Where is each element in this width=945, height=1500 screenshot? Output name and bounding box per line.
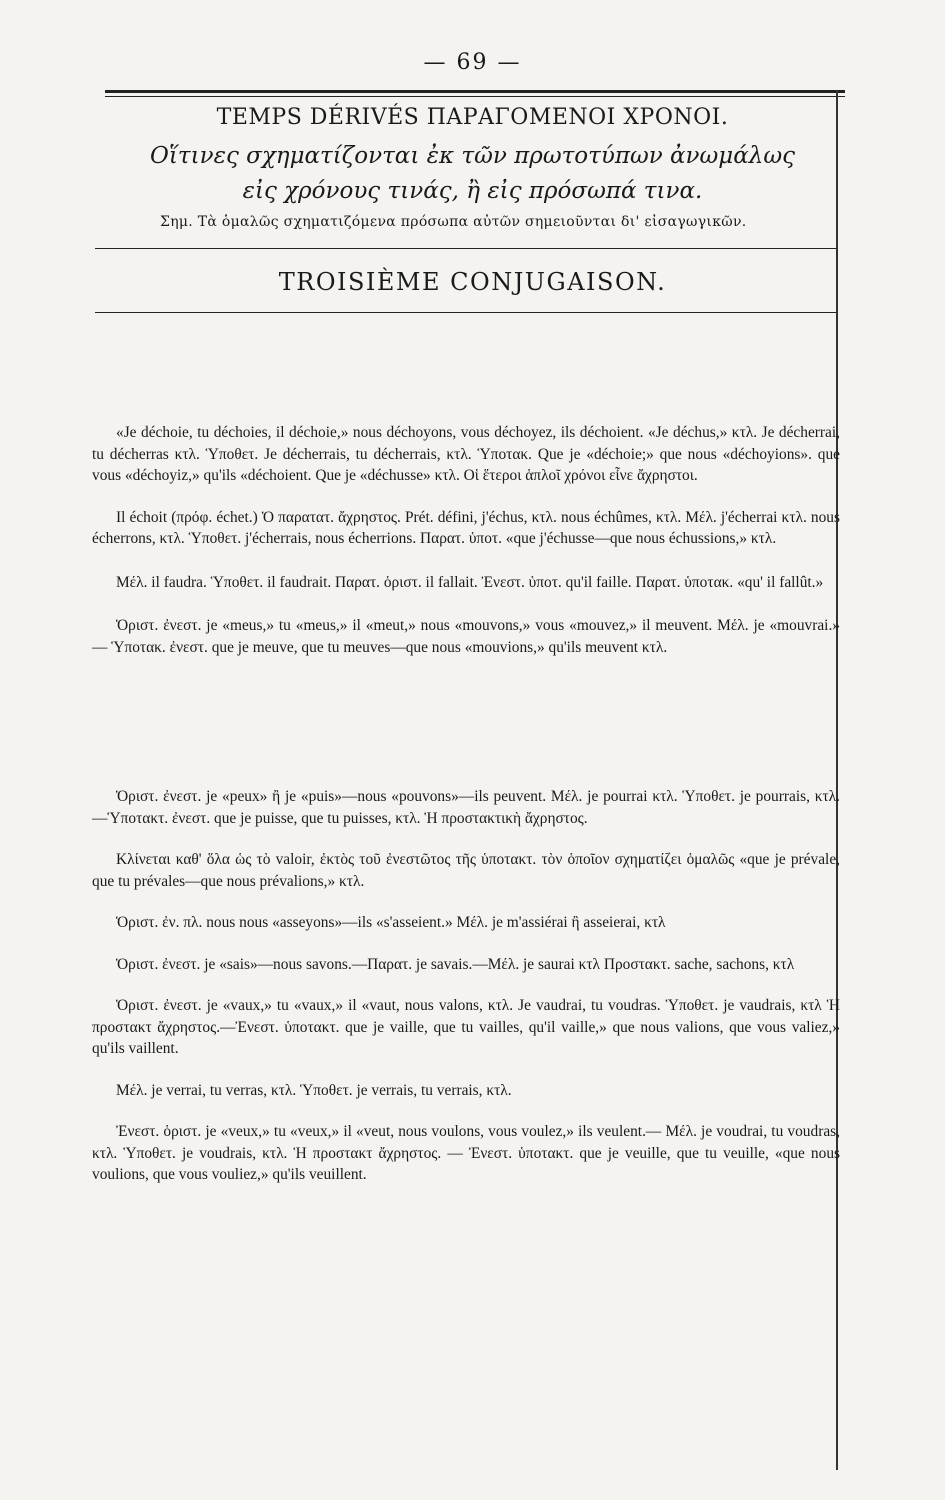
section-title: TROISIÈME CONJUGAISON.	[278, 268, 667, 296]
paragraph: Μέλ. je verrai, tu verras, κτλ. Ὑποθετ. je verrais, tu verrais, κτλ.	[116, 1081, 512, 1099]
paragraph: Ὁριστ. ἐνεστ. je «vaux,» tu «vaux,» il «vaut, nous valons, κτλ. Je vaudrai, tu voudras. Ὑποθετ. je vaudrais, κτλ Ἡ προστακτ ἄχρηστος.—Ἐνεστ. ὑποτακτ. que je vaille, que tu vailles, qu'il vaille,» que nous valions, que vous valiez,» qu'ils vaillent.	[92, 997, 840, 1057]
page-title: TEMPS DÉRIVÉS ΠΑΡΑΓΟΜΕΝΟΙ ΧΡΟΝΟΙ.	[216, 105, 729, 130]
paragraph: Ὁριστ. ἐνεστ. je «sais»—nous savons.—Παρατ. je savais.—Μέλ. je saurai κτλ Προστακτ. sache, sachons, κτλ	[116, 955, 795, 973]
paragraph: Ὁριστ. ἐνεστ. je «peux» ἢ je «puis»—nous «pouvons»—ils peuvent. Μέλ. je pourrai κτλ. Ὑποθετ. je pourrais, κτλ.—Ὑποτακτ. ἐνεστ. que je puisse, que tu puisses, κτλ. Ἡ προστακτικὴ ἄχρηστος.	[92, 788, 840, 827]
page-number: — 69 —	[423, 50, 522, 75]
paragraph: Ὁριστ. ἐν. πλ. nous nous «asseyons»—ils «s'asseient.» Μέλ. je m'assiérai ἢ asseierai, κτλ	[116, 914, 666, 931]
paragraph: Ἐνεστ. ὁριστ. je «veux,» tu «veux,» il «veut, nous voulons, vous voulez,» ils veulent.— Μέλ. je voudrai, tu voudras, κτλ. Ὑποθετ. je voudrais, κτλ. Ἡ προστακτ ἄχρηστος. — Ἐνεστ. ὑποτακτ. que je veuille, que tu veuille, «que nous voulions, que vous vouliez,» qu'ils veuillent.	[92, 1123, 840, 1183]
divider-rule	[95, 248, 837, 249]
divider-rule	[95, 312, 837, 313]
note-text: Σημ. Τὰ ὁμαλῶς σχηματιζόμενα πρόσωπα αὐτῶν σημειοῦνται δι' εἰσαγωγικῶν.	[160, 214, 747, 230]
paragraph: Μέλ. il faudra. Ὑποθετ. il faudrait. Παρατ. ὁριστ. il fallait. Ἐνεστ. ὑποτ. qu'il faille. Παρατ. ὑποτακ. «qu' il fallût.»	[116, 573, 824, 591]
greek-heading-line-1: Οἵτινες σχηματίζονται ἐκ τῶν πρωτοτύπων ἀνωμάλως	[150, 143, 795, 169]
body-text	[92, 422, 840, 1186]
paragraph: Il échoit (πρόφ. échet.) Ὁ παρατατ. ἄχρηστος. Prét. défini, j'échus, κτλ. nous échûmes, κτλ. Μέλ. j'écherrai κτλ. nous écherrons, κτλ. Ὑποθετ. j'écherrais, nous écherrions. Παρατ. ὑποτ. «que j'échusse—que nous échussions,» κτλ.	[92, 508, 840, 547]
header-top-rule	[105, 90, 845, 97]
paragraph: «Je déchoie, tu déchoies, il déchoie,» nous déchoyons, vous déchoyez, ils déchoient. «Je déchus,» κτλ. Je décherrai, tu décherras κτλ. Ὑποθετ. Je décherrais, tu décherrais, κτλ. Ὑποτακ. Que je «déchoie;» que nous «déchoyions». que vous «déchoyiz,» qu'ils «déchoient. Que je «déchusse» κτλ. Οἱ ἕτεροι ἁπλοῖ χρόνοι εἶνε ἄχρηστοι.	[92, 424, 840, 484]
paragraph: Κλίνεται καθ' ὅλα ὡς τὸ valoir, ἐκτὸς τοῦ ἐνεστῶτος τῆς ὑποτακτ. τὸν ὁποῖον σχηματίζει ὁμαλῶς «que je prévale, que tu prévales—que nous prévalions,» κτλ.	[92, 851, 840, 890]
greek-heading-line-2: εἰς χρόνους τινάς, ἢ εἰς πρόσωπά τινα.	[242, 178, 703, 204]
paragraph: Ὁριστ. ἐνεστ. je «meus,» tu «meus,» il «meut,» nous «mouvons,» vous «mouvez,» il meuvent. Μέλ. je «mouvrai.» — Ὑποτακ. ἐνεστ. que je meuve, que tu meuves—que nous «mouvions,» qu'ils meuvent κτλ.	[92, 617, 840, 656]
